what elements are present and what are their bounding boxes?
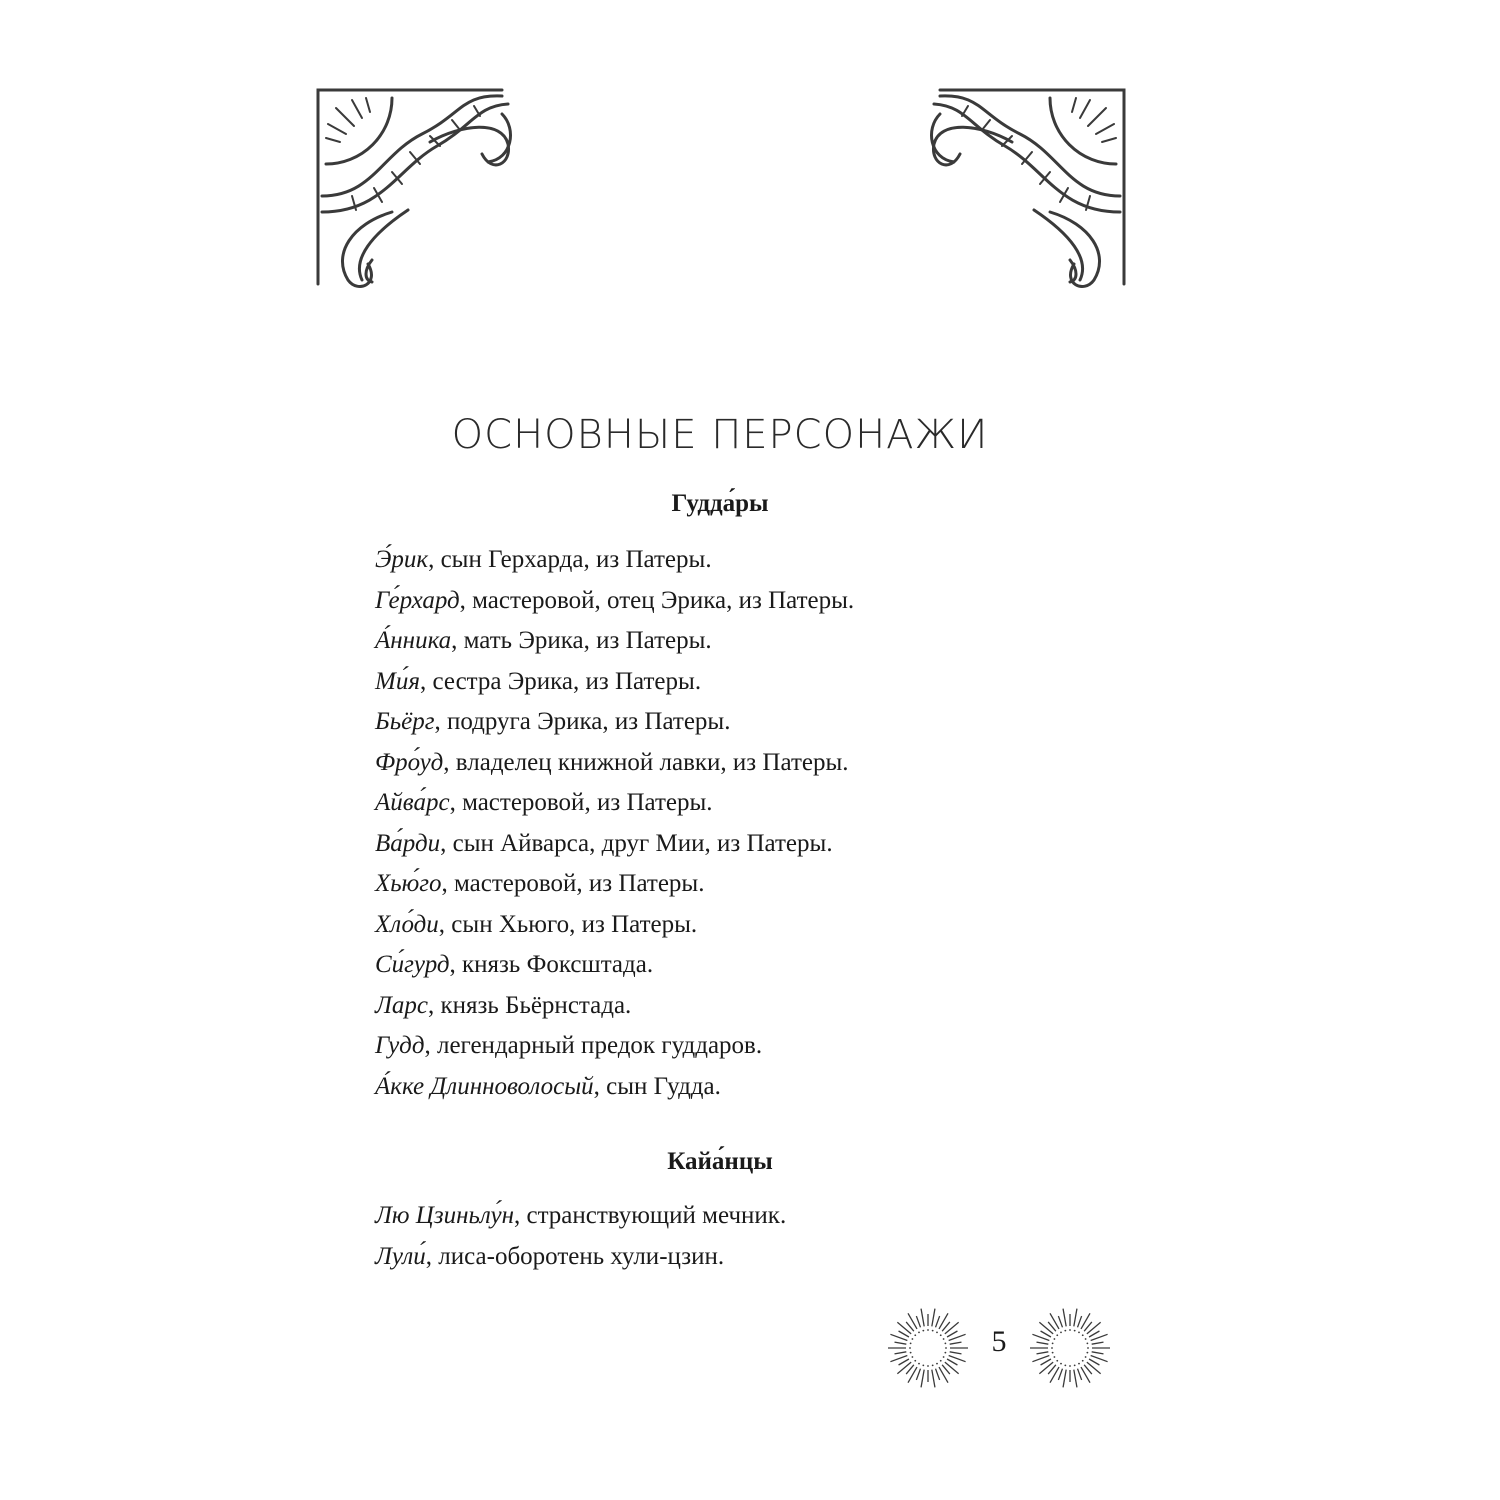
character-list-kayantsy — [375, 1196, 786, 1277]
list-item — [375, 1026, 854, 1067]
character-desc: , легендарный предок гуддаров. — [424, 1032, 763, 1059]
character-desc: , сын Айварса, друг Мии, из Патеры. — [440, 829, 833, 857]
list-item — [375, 1067, 854, 1108]
list-item — [375, 581, 854, 622]
list-item — [375, 1196, 786, 1237]
corner-ornament-icon — [312, 84, 522, 294]
character-desc: , сын Хьюго, из Патеры. — [438, 910, 698, 938]
page-title: ОСНОВНЫЕ ПЕРСОНАЖИ — [451, 412, 989, 458]
corner-ornament-left — [312, 84, 522, 294]
list-item — [375, 824, 854, 865]
character-desc: , мастеровой, из Патеры. — [449, 789, 713, 816]
list-item — [375, 702, 854, 743]
character-desc: , владелец книжной лавки, из Патеры. — [443, 748, 849, 776]
page-number: 5 — [991, 1325, 1007, 1358]
character-desc: , сестра Эрика, из Патеры. — [419, 667, 702, 695]
list-item — [375, 662, 854, 703]
character-name: Э́рик — [375, 546, 429, 573]
character-name: Лули́ — [375, 1242, 426, 1270]
character-desc: , лиса-оборотень хули-цзин. — [425, 1242, 725, 1270]
character-name: Гудд — [375, 1032, 425, 1059]
character-desc: , мастеровой, из Патеры. — [441, 870, 705, 897]
list-item — [375, 540, 854, 581]
character-desc: , мать Эрика, из Патеры. — [451, 627, 712, 654]
character-desc: , князь Фоксштада. — [449, 951, 654, 978]
character-name: Айва́рс — [375, 789, 450, 816]
character-desc: , мастеровой, отец Эрика, из Патеры. — [459, 586, 855, 614]
corner-ornament-right — [920, 84, 1130, 294]
corner-ornament-icon — [920, 84, 1130, 294]
page-footer — [885, 1305, 1115, 1391]
sunburst-icon — [1027, 1305, 1113, 1391]
character-desc: , сын Гудда. — [593, 1072, 721, 1100]
section-heading-kayantsy: Кайа́нцы — [667, 1148, 773, 1175]
character-name: Фро́уд — [375, 748, 444, 776]
character-list-guddary — [375, 540, 854, 1107]
character-name: А́нника — [375, 627, 452, 654]
list-item — [375, 986, 854, 1027]
character-desc: , сын Герхарда, из Патеры. — [428, 546, 712, 573]
character-name: Ге́рхард — [375, 586, 460, 614]
character-name: Лю Цзиньлу́н — [375, 1202, 514, 1229]
character-name: А́кке Длинноволосый — [375, 1072, 594, 1100]
section-heading-guddary: Гудда́ры — [671, 490, 769, 517]
character-name: Бьёрг — [375, 708, 435, 735]
character-name: Ларс — [375, 991, 429, 1019]
list-item — [375, 945, 854, 986]
character-name: Ми́я — [375, 667, 420, 695]
character-name: Си́гурд — [375, 951, 450, 978]
sunburst-icon — [885, 1305, 971, 1391]
character-desc: , князь Бьёрнстада. — [428, 991, 632, 1019]
character-name: Хло́ди — [375, 910, 439, 938]
list-item — [375, 621, 854, 662]
character-name: Хью́го — [375, 870, 442, 897]
list-item — [375, 783, 854, 824]
character-name: Ва́рди — [375, 829, 441, 857]
list-item — [375, 905, 854, 946]
character-desc: , подруга Эрика, из Патеры. — [434, 708, 731, 735]
character-desc: , странствующий мечник. — [513, 1202, 787, 1229]
list-item — [375, 743, 854, 784]
list-item — [375, 1237, 786, 1278]
list-item — [375, 864, 854, 905]
